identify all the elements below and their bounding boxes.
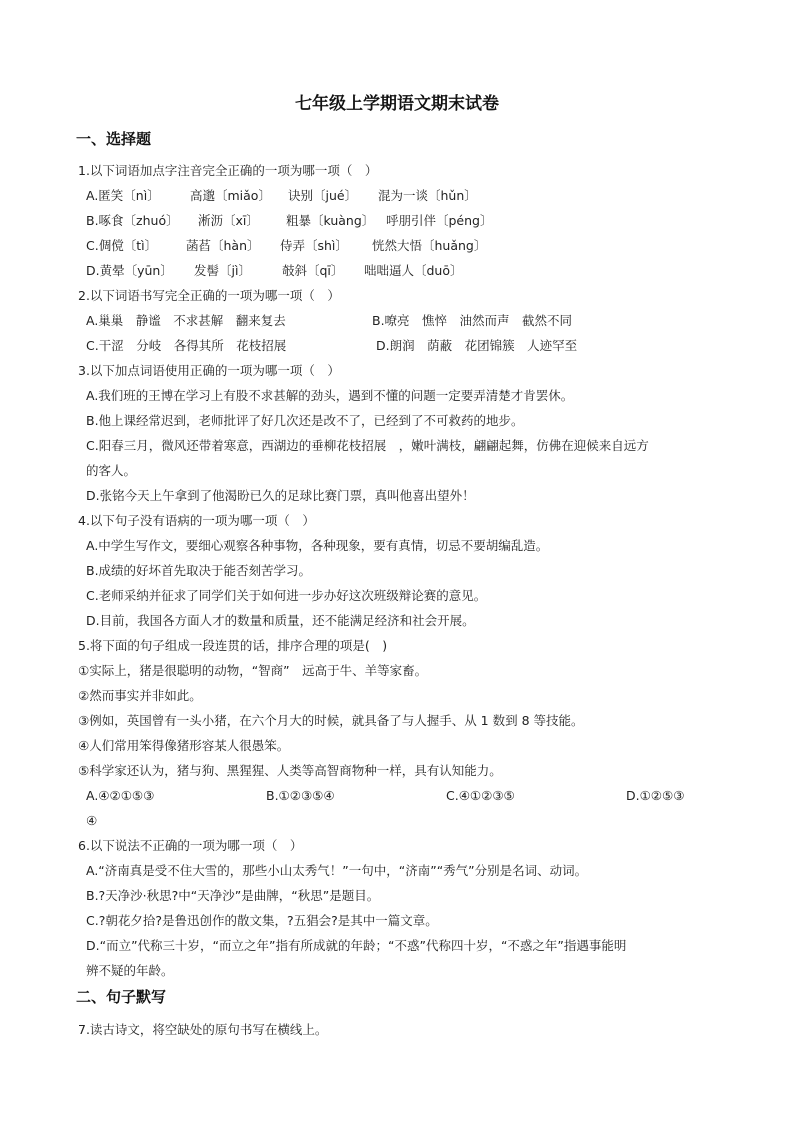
question-6-option-c: C.?朝花夕拾?是鲁迅创作的散文集，?五猖会?是其中一篇文章。 [86,913,438,928]
question-4-option-c: C.老师采纳并征求了同学们关于如何进一步办好这次班级辩论赛的意见。 [86,588,487,603]
question-4-stem: 4.以下句子没有语病的一项为哪一项（ ） [78,513,315,528]
question-4-option-a: A.中学生写作文，要细心观察各种事物，各种现象，要有真情，切忌不要胡编乱造。 [86,538,549,553]
question-5-option-c: C.④①②③⑤ [446,788,515,803]
question-5-sentence-1: ①实际上，猪是很聪明的动物，“智商” 远高于牛、羊等家畜。 [78,663,428,678]
question-5-option-b: B.①②③⑤④ [266,788,335,803]
question-5-sentence-4: ④人们常用笨得像猪形容某人很愚笨。 [78,738,290,753]
question-5-option-d: D.①②⑤③ [626,788,685,803]
option-cell: C.倜傥〔tì〕 [86,238,158,253]
question-2-option-d: D.朗润 荫蔽 花团锦簇 人迹罕至 [376,338,578,353]
option-cell: 高邈〔miǎo〕 [190,188,271,203]
question-7-stem: 7.读古诗文，将空缺处的原句书写在横线上。 [78,1022,328,1037]
question-3-option-a: A.我们班的王博在学习上有股不求甚解的劲头，遇到不懂的问题一定要弄清楚才肯罢休。 [86,388,574,403]
option-cell: 侍弄〔shì〕 [280,238,348,253]
option-cell: 呼朋引伴〔péng〕 [386,213,493,228]
exam-title: 七年级上学期语文期末试卷 [295,94,499,114]
option-cell: D.黄晕〔yūn〕 [86,263,173,278]
option-cell: 发髻〔jì〕 [194,263,251,278]
section-heading-choice: 一、选择题 [76,130,152,148]
question-3-option-b: B.他上课经常迟到，老师批评了好几次还是改不了，已经到了不可救药的地步。 [86,413,524,428]
option-cell: 菡萏〔hàn〕 [186,238,260,253]
question-5-sentence-3: ③例如，英国曾有一头小猪，在六个月大的时候，就具备了与人握手、从 1 数到 8 等技能。 [78,713,584,728]
question-5-option-a: A.④②①⑤③ [86,788,155,803]
option-cell: A.匿笑〔nì〕 [86,188,160,203]
question-2-stem: 2.以下词语书写完全正确的一项为哪一项（ ） [78,288,340,303]
question-1-stem: 1.以下词语加点字注音完全正确的一项为哪一项（ ） [78,163,378,178]
option-cell: 攲斜〔qī〕 [282,263,344,278]
question-3-stem: 3.以下加点词语使用正确的一项为哪一项（ ） [78,363,340,378]
question-3-option-c-continued: 的客人。 [86,463,137,478]
option-cell: 咄咄逼人〔duō〕 [364,263,463,278]
question-3-option-c: C.阳春三月，微风还带着寒意，西湖边的垂柳花枝招展 ，嫩叶满枝，翩翩起舞，仿佛在迎候来自远方 [86,438,649,453]
question-2-option-c: C.干涩 分岐 各得其所 花枝招展 [86,338,287,353]
question-2-option-b: B.嘹亮 憔悴 油然而声 截然不同 [372,313,573,328]
option-cell: 恍然大悟〔huǎng〕 [372,238,487,253]
question-5-sentence-5: ⑤科学家还认为，猪与狗、黑猩猩、人类等高智商物种一样，具有认知能力。 [78,763,502,778]
question-5-stem: 5.将下面的句子组成一段连贯的话，排序合理的项是( ) [78,638,388,653]
question-6-stem: 6.以下说法不正确的一项为哪一项（ ） [78,838,303,853]
question-5-option-d-continued: ④ [86,813,98,828]
option-cell: B.啄食〔zhuó〕 [86,213,179,228]
option-cell: 混为一谈〔hǔn〕 [378,188,477,203]
question-4-option-d: D.目前，我国各方面人才的数量和质量，还不能满足经济和社会开展。 [86,613,475,628]
question-3-option-d: D.张铭今天上午拿到了他渴盼已久的足球比赛门票，真叫他喜出望外！ [86,488,475,503]
option-cell: 粗暴〔kuàng〕 [286,213,375,228]
question-6-option-a: A.“济南真是受不住大雪的，那些小山太秀气！”一句中，“济南”“秀气”分别是名词、动词。 [86,863,588,878]
section-heading-recitation: 二、句子默写 [76,988,167,1006]
question-4-option-b: B.成绩的好坏首先取决于能否刻苦学习。 [86,563,312,578]
option-cell: 诀别〔jué〕 [288,188,358,203]
question-5-sentence-2: ②然而事实并非如此。 [78,688,202,703]
question-6-option-b: B.?天净沙·秋思?中“天净沙”是曲牌，“秋思”是题目。 [86,888,380,903]
question-2-option-a: A.巢巢 静谧 不求甚解 翻来复去 [86,313,286,328]
question-6-option-d-continued: 辨不疑的年龄。 [86,963,174,978]
option-cell: 淅沥〔xī〕 [198,213,259,228]
question-6-option-d: D.“而立”代称三十岁，“而立之年”指有所成就的年龄；“不惑”代称四十岁，“不惑之年”指遇事能明 [86,938,627,953]
